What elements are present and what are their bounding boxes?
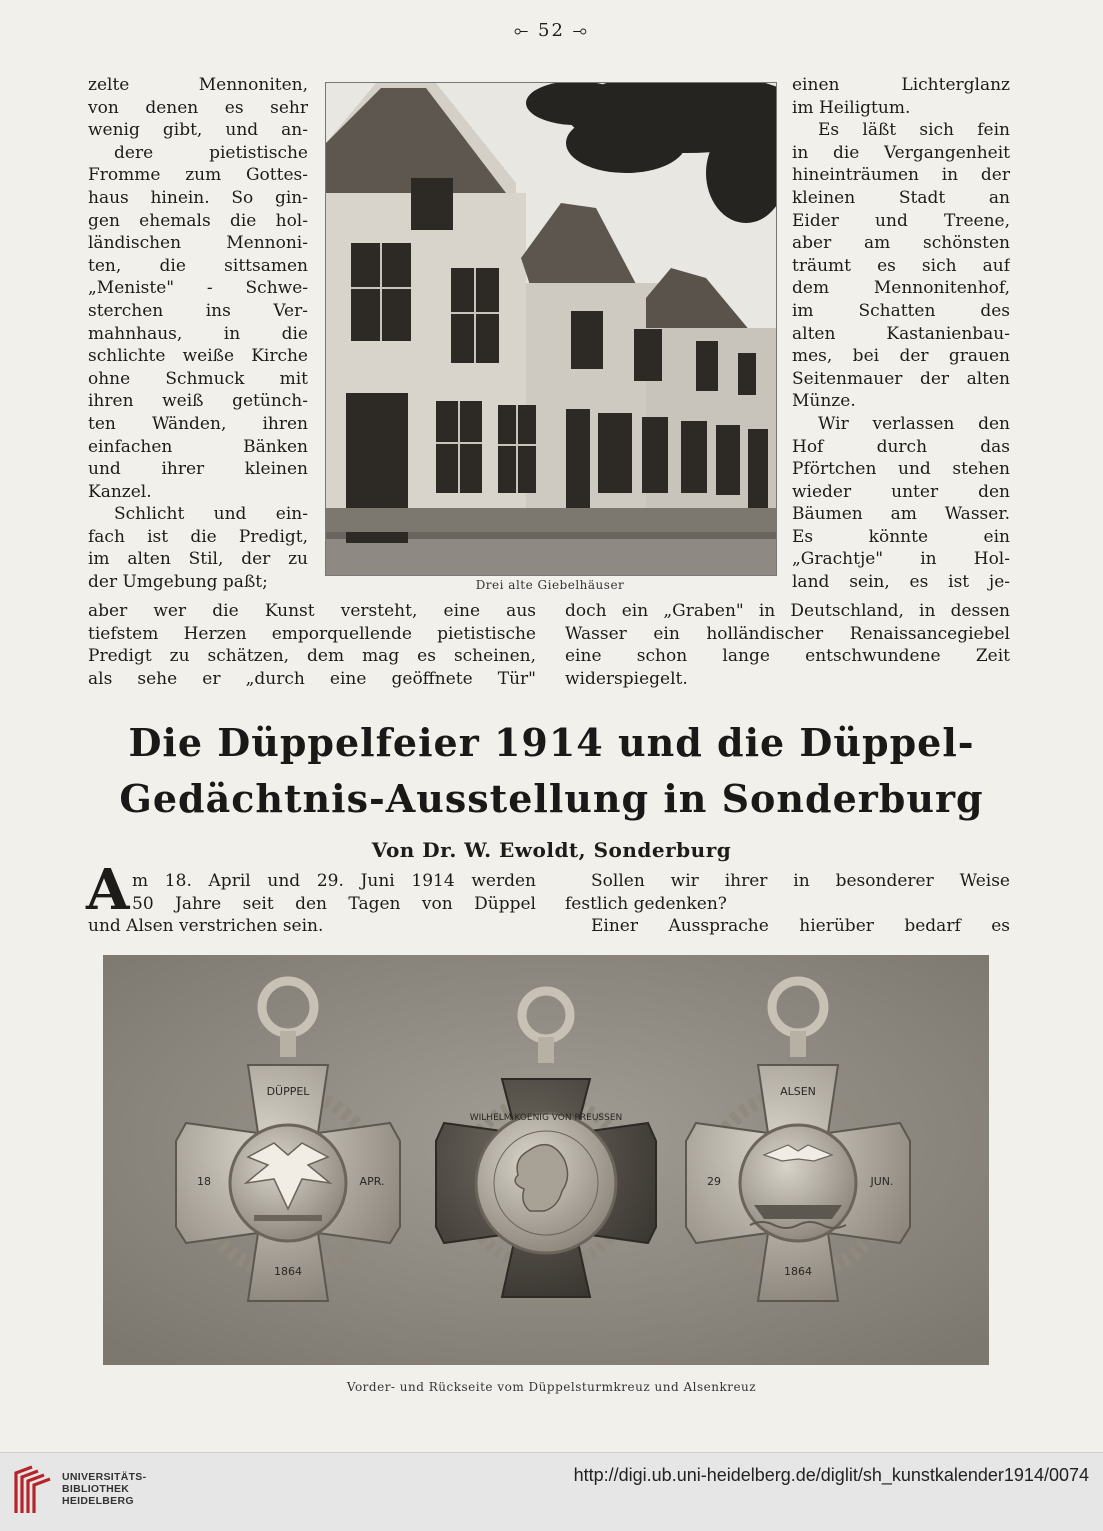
- text-line: ihren weiß getünch-: [88, 391, 308, 412]
- text-line: ohne Schmuck mit: [88, 368, 308, 389]
- text-line: wenig gibt, und an-: [88, 120, 308, 141]
- text-line: Schlicht und ein-: [114, 504, 308, 525]
- text-line: als sehe er „durch eine geöffnete Tür": [88, 668, 536, 689]
- source-url-link[interactable]: http://digi.ub.uni-heidelberg.de/diglit/sh_kunstkalender1914/0074: [573, 1465, 1089, 1485]
- text-line: schlichte weiße Kirche: [88, 346, 308, 367]
- text-line: 50 Jahre seit den Tagen von Düppel: [132, 893, 536, 914]
- text-line: ten Wänden, ihren: [88, 413, 308, 434]
- text-line: haus hinein. So gin-: [88, 187, 308, 208]
- text-line: sterchen ins Ver-: [88, 300, 308, 321]
- medal-left-left-text: 18: [197, 1175, 211, 1188]
- text-line: einen Lichterglanz: [792, 75, 1010, 95]
- text-line: aber am schönsten: [792, 233, 1010, 254]
- article-title-line-1: Die Düppelfeier 1914 und die Düppel-: [128, 720, 975, 765]
- text-line: mahnhaus, in die: [88, 323, 308, 344]
- text-line: Fromme zum Gottes-: [88, 165, 308, 186]
- library-name: UNIVERSITÄTS- BIBLIOTHEK HEIDELBERG: [62, 1471, 147, 1507]
- text-line: Wasser ein holländischer Renaissancegiebel: [565, 623, 1010, 644]
- text-line: zelte Mennoniten,: [88, 75, 308, 95]
- text-line: Hof durch das: [792, 436, 1010, 457]
- text-line: wieder unter den: [792, 481, 1010, 502]
- text-line: und Alsen verstrichen sein.: [88, 916, 324, 937]
- text-line: Münze.: [792, 391, 856, 412]
- text-line: Pförtchen und stehen: [792, 459, 1010, 480]
- text-line: im alten Stil, der zu: [88, 549, 308, 570]
- medals-photo-caption: Vorder- und Rückseite vom Düppelsturmkreuz und Alsenkreuz: [346, 1380, 757, 1394]
- text-line: fach ist die Predigt,: [88, 526, 308, 547]
- text-line: dem Mennonitenhof,: [792, 278, 1010, 299]
- article-title-line-2: Gedächtnis-Ausstellung in Sonderburg: [119, 776, 984, 821]
- text-line: widerspiegelt.: [565, 668, 688, 689]
- text-line: Kanzel.: [88, 481, 152, 502]
- text-line: gen ehemals die hol-: [88, 210, 308, 231]
- medal-right-left-text: 29: [707, 1175, 721, 1188]
- text-line: im Schatten des: [792, 300, 1010, 321]
- drop-cap: A: [86, 857, 130, 923]
- text-line: Sollen wir ihrer in besonderer Weise: [591, 871, 1010, 891]
- medal-left-top-text: DÜPPEL: [266, 1085, 310, 1098]
- text-line: ländischen Mennoni-: [88, 233, 308, 254]
- article2-right-column: [565, 870, 1010, 938]
- article-byline: Von Dr. W. Ewoldt, Sonderburg: [371, 838, 732, 862]
- text-line: „Grachtje" in Hol-: [792, 549, 1010, 570]
- text-line: Einer Aussprache hierüber bedarf es: [591, 916, 1010, 937]
- text-line: träumt es sich auf: [792, 255, 1010, 276]
- text-line: in die Vergangenheit: [792, 142, 1010, 163]
- text-line: doch ein „Graben" in Deutschland, in dessen: [565, 601, 1010, 621]
- text-line: festlich gedenken?: [565, 893, 727, 914]
- text-line: alten Kastanienbau-: [792, 323, 1010, 344]
- medal-right-bottom-text: 1864: [784, 1265, 812, 1278]
- text-line: tiefstem Herzen emporquellende pietistische: [88, 623, 536, 644]
- text-line: „Meniste" - Schwe-: [88, 278, 308, 299]
- text-line: mes, bei der grauen: [792, 346, 1010, 367]
- text-line: von denen es sehr: [88, 97, 308, 118]
- ornament-right-icon: ⊸: [564, 20, 590, 41]
- text-line: Eider und Treene,: [792, 210, 1010, 231]
- article1-bottom-left: [88, 600, 536, 690]
- text-line: hineinträumen in der: [792, 165, 1010, 186]
- text-line: Seitenmauer der alten: [792, 368, 1010, 389]
- article1-bottom-right: [565, 600, 1010, 690]
- text-line: einfachen Bänken: [88, 436, 308, 457]
- text-line: Wir verlassen den: [818, 413, 1010, 434]
- medal-left-right-text: APR.: [359, 1175, 385, 1188]
- text-line: m 18. April und 29. Juni 1914 werden: [132, 871, 536, 891]
- page-number: ⟜ 52 ⊸: [513, 20, 590, 41]
- article1-left-column: [88, 74, 308, 594]
- text-line: Bäumen am Wasser.: [792, 504, 1010, 525]
- text-line: Predigt zu schätzen, dem mag es scheinen,: [88, 646, 536, 667]
- text-line: und ihrer kleinen: [88, 459, 308, 480]
- text-line: eine schon lange entschwundene Zeit: [565, 646, 1010, 667]
- ornament-left-icon: ⟜: [513, 20, 539, 41]
- medal-middle-ring-text: WILHELM KOENIG VON PREUSSEN: [469, 1113, 623, 1123]
- text-line: dere pietistische: [114, 142, 308, 163]
- text-line: der Umgebung paßt;: [88, 572, 268, 593]
- medals-photo: [103, 955, 989, 1365]
- medal-left-bottom-text: 1864: [274, 1265, 302, 1278]
- medal-right-right-text: JUN.: [870, 1175, 894, 1188]
- houses-photo: [325, 82, 777, 576]
- text-line: aber wer die Kunst versteht, eine aus: [88, 601, 536, 621]
- text-line: kleinen Stadt an: [792, 187, 1010, 208]
- houses-photo-caption: Drei alte Giebelhäuser: [475, 578, 625, 592]
- article1-right-column: [792, 74, 1010, 594]
- text-line: land sein, es ist je-: [792, 572, 1010, 593]
- text-line: Es läßt sich fein: [818, 120, 1010, 141]
- university-library-logo-icon: [12, 1463, 54, 1519]
- text-line: Es könnte ein: [792, 526, 1010, 547]
- text-line: im Heiligtum.: [792, 97, 911, 118]
- text-line: ten, die sittsamen: [88, 255, 308, 276]
- medal-right-top-text: ALSEN: [780, 1085, 816, 1098]
- article2-left-column: [88, 870, 536, 938]
- library-footer: [0, 1452, 1103, 1531]
